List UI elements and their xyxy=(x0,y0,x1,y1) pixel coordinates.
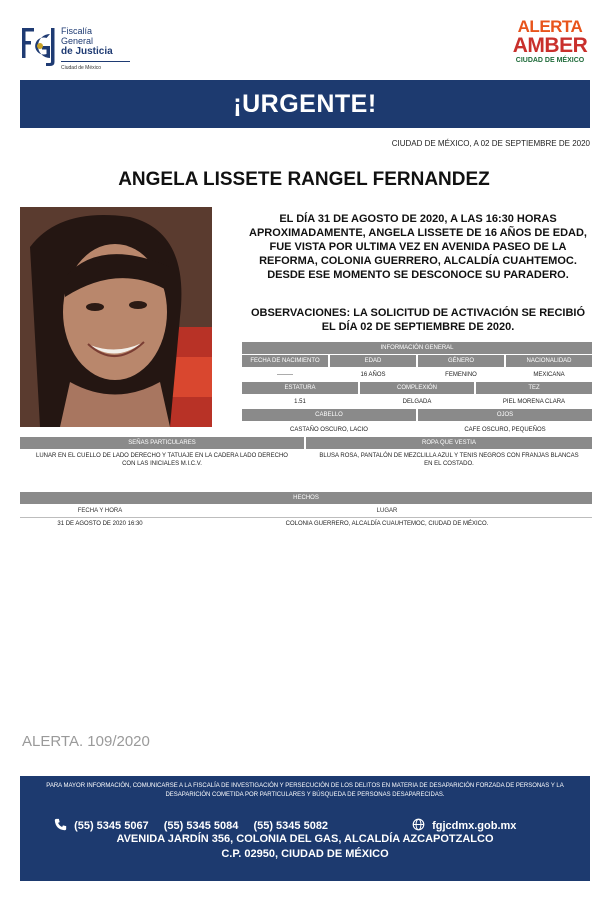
address-line-1: AVENIDA JARDÍN 356, COLONIA DEL GAS, ALCALDÍA AZCAPOTZALCO xyxy=(116,833,494,845)
fgj-emblem-icon xyxy=(20,24,56,68)
value-lugar: COLONIA GUERRERO, ALCALDÍA CUAUHTEMOC, CIUDAD DE MÉXICO. xyxy=(285,521,489,527)
value-cabello: CASTAÑO OSCURO, LACIO xyxy=(290,427,368,433)
alert-number: ALERTA. 109/2020 xyxy=(22,733,150,750)
label-senas-particulares: SEÑAS PARTICULARES xyxy=(20,437,304,449)
person-name: ANGELA LISSETE RANGEL FERNANDEZ xyxy=(118,169,490,190)
logo-alerta-text: ALERTA xyxy=(517,17,583,36)
label-genero: GÉNERO xyxy=(418,355,504,367)
contact-footer xyxy=(20,776,590,881)
case-description: EL DÍA 31 DE AGOSTO DE 2020, A LAS 16:30 HORAS APROXIMADAMENTE, ANGELA LISSETE DE 16 AÑOS DE EDAD, FUE VISTA POR ULTIMA VEZ EN AVENIDA PASEO DE LA REFORMA, COLONIA GUERRERO, ALCALDÍA CUAHTEMOC. DESDE ESE MOMENTO SE DESCONOCE SU PARADERO. xyxy=(249,213,587,281)
value-senas-particulares: LUNAR EN EL CUELLO DE LADO DERECHO Y TATUAJE EN LA CADERA LADO DERECHO CON LAS INICIALES M.I.C.V. xyxy=(36,453,288,467)
label-estatura: ESTATURA xyxy=(242,382,358,394)
info-general-header: INFORMACIÓN GENERAL xyxy=(242,342,592,354)
alerta-amber-logo xyxy=(510,18,590,76)
value-fecha-nacimiento: -------- xyxy=(277,372,293,378)
portrait-image xyxy=(20,207,212,427)
urgent-banner: ¡URGENTE! xyxy=(20,80,590,128)
value-edad: 16 AÑOS xyxy=(360,372,386,378)
value-ropa: BLUSA ROSA, PANTALÓN DE MEZCLILLA AZUL Y TENIS NEGROS CON FRANJAS BLANCAS EN EL COSTADO. xyxy=(319,453,579,467)
issue-date: CIUDAD DE MÉXICO, A 02 DE SEPTIEMBRE DE 2020 xyxy=(391,139,590,148)
label-ropa: ROPA QUE VESTIA xyxy=(306,437,592,449)
hechos-divider xyxy=(20,517,592,518)
logo-divider xyxy=(61,61,130,62)
label-cabello: CABELLO xyxy=(242,409,416,421)
value-complexion: DELGADA xyxy=(402,399,432,405)
logo-text-justicia: de Justicia xyxy=(61,46,113,57)
hechos-header: HECHOS xyxy=(20,492,592,504)
label-fecha-nacimiento: FECHA DE NACIMIENTO xyxy=(242,355,328,367)
value-nacionalidad: MEXICANA xyxy=(533,372,565,378)
logo-amber-text: AMBER xyxy=(512,34,588,57)
website-block xyxy=(412,818,516,832)
value-tez: PIEL MORENA CLARA xyxy=(502,399,566,405)
fiscalia-logo xyxy=(20,20,130,74)
phone-number-1[interactable]: (55) 5345 5067 xyxy=(74,820,149,832)
case-observations: OBSERVACIONES: LA SOLICITUD DE ACTIVACIÓN SE RECIBIÓ EL DÍA 02 DE SEPTIEMBRE DE 2020. xyxy=(250,307,586,333)
address-line-2: C.P. 02950, CIUDAD DE MÉXICO xyxy=(221,848,389,860)
phone-number-2[interactable]: (55) 5345 5084 xyxy=(163,820,239,832)
label-complexion: COMPLEXIÓN xyxy=(360,382,474,394)
phone-list xyxy=(54,818,340,832)
value-genero: FEMENINO xyxy=(445,372,477,378)
logo-text-cdmx: Ciudad de México xyxy=(61,65,102,71)
missing-person-photo xyxy=(20,207,212,427)
globe-icon xyxy=(412,818,425,831)
label-fecha-hora: FECHA Y HORA xyxy=(77,508,123,514)
logo-cdmx-text: CIUDAD DE MÉXICO xyxy=(515,57,585,64)
label-ojos: OJOS xyxy=(418,409,592,421)
logo-text-fiscalia: Fiscalía xyxy=(61,26,93,36)
footer-info-text: PARA MAYOR INFORMACIÓN, COMUNICARSE A LA FISCALÍA DE INVESTIGACIÓN Y PERSECUCIÓN DE LOS DELITOS EN MATERIA DE DESAPARICIÓN FORZADA DE PERSONAS Y LA DESAPARICIÓN COMETIDA POR PARTICULARES Y BÚSQUEDA DE PERSONAS DESAPARECIDAS. xyxy=(46,783,564,798)
logo-text-general: General xyxy=(61,36,94,46)
value-estatura: 1.51 xyxy=(294,399,306,405)
label-tez: TEZ xyxy=(476,382,592,394)
label-edad: EDAD xyxy=(330,355,416,367)
label-lugar: LUGAR xyxy=(376,508,398,514)
phone-icon xyxy=(54,818,67,831)
phone-number-3[interactable]: (55) 5345 5082 xyxy=(253,820,329,832)
website-link[interactable]: fgjcdmx.gob.mx xyxy=(432,820,517,832)
label-nacionalidad: NACIONALIDAD xyxy=(506,355,592,367)
value-fecha-hora: 31 DE AGOSTO DE 2020 16:30 xyxy=(57,521,143,527)
value-ojos: CAFE OSCURO, PEQUEÑOS xyxy=(464,427,546,433)
